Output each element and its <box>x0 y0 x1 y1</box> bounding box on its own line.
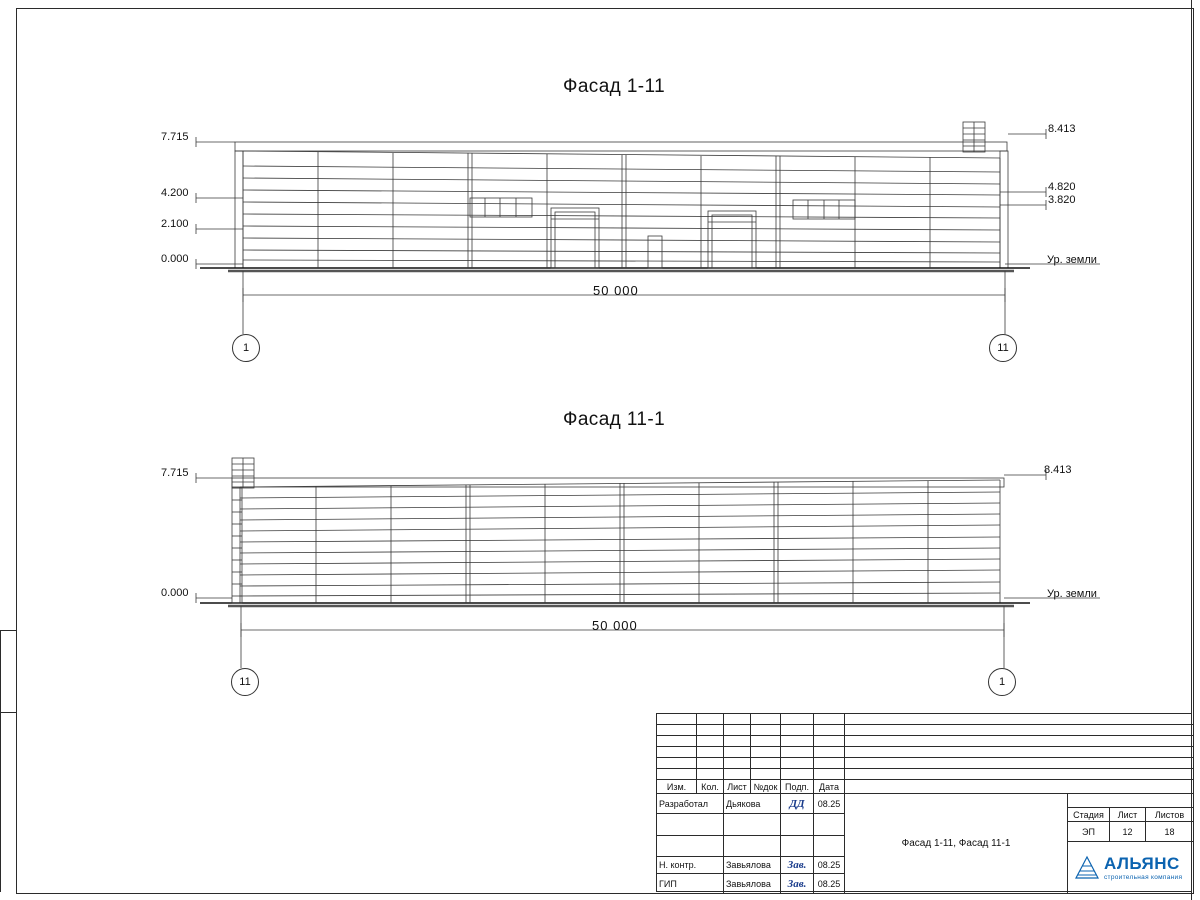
tb-blank <box>724 769 751 780</box>
tb-blank <box>814 747 845 758</box>
tb-blank <box>845 758 1193 769</box>
tb-blank <box>845 747 1193 758</box>
facade-top-elevation-left-1: 4.200 <box>161 187 189 199</box>
tb-stage-header: Стадия <box>1068 808 1110 822</box>
tb-blank <box>657 736 697 747</box>
tb-blank <box>751 736 781 747</box>
tb-date-1: 08.25 <box>814 857 845 874</box>
tb-blank <box>697 725 724 736</box>
tb-name-1: Завьялова <box>724 857 781 874</box>
tb-blank <box>781 836 814 857</box>
triangle-logo-icon <box>1074 855 1100 881</box>
facade-bottom-ground-label: Ур. земли <box>1047 588 1097 600</box>
tb-lists-header: Листов <box>1146 808 1193 822</box>
facade-bottom-axis-left: 11 <box>231 668 259 696</box>
tb-role-0: Разработал <box>657 794 724 814</box>
title-block <box>656 713 1192 892</box>
tb-blank <box>1068 794 1193 808</box>
tb-blank <box>814 814 845 836</box>
facade-top-elevation-left-2: 2.100 <box>161 218 189 230</box>
tb-blank <box>724 836 781 857</box>
tb-header-data: Дата <box>814 780 845 794</box>
tb-sign-text-1: Зав. <box>787 859 807 871</box>
facade-top-elevation-right-1: 4.820 <box>1048 181 1076 193</box>
tb-logo-cell <box>1068 842 1193 893</box>
facade-bottom-dimension: 50 000 <box>592 618 638 633</box>
tb-date-0: 08.25 <box>814 794 845 814</box>
facade-bottom-elevation-left-0: 7.715 <box>161 467 189 479</box>
facade-top-ground-label: Ур. земли <box>1047 254 1097 266</box>
tb-blank <box>814 758 845 769</box>
tb-blank <box>724 714 751 725</box>
tb-blank <box>724 814 781 836</box>
tb-list-header: Лист <box>1110 808 1146 822</box>
facade-top-elevation-right-2: 3.820 <box>1048 194 1076 206</box>
tb-blank <box>751 714 781 725</box>
tb-blank <box>845 769 1193 780</box>
tb-blank <box>781 714 814 725</box>
tb-blank <box>657 769 697 780</box>
tb-header-podp: Подп. <box>781 780 814 794</box>
tb-blank <box>657 836 724 857</box>
facade-top-axis-right: 11 <box>989 334 1017 362</box>
tb-blank <box>657 747 697 758</box>
facade-bottom-title: Фасад 11-1 <box>563 409 666 430</box>
tb-blank <box>781 747 814 758</box>
tb-lists-value: 18 <box>1146 822 1193 842</box>
company-subtitle: строительная компания <box>1104 874 1183 881</box>
facade-top-axis-left: 1 <box>232 334 260 362</box>
tb-blank <box>781 758 814 769</box>
tb-header-list: Лист <box>724 780 751 794</box>
tb-blank <box>724 725 751 736</box>
facade-bottom-elevation-right-0: 8.413 <box>1044 464 1072 476</box>
tb-sign-text-0: ДД <box>789 797 805 810</box>
tb-name-2: Завьялова <box>724 874 781 893</box>
facade-top-elevation-left-3: 0.000 <box>161 253 189 265</box>
tb-blank <box>781 814 814 836</box>
tb-blank <box>814 769 845 780</box>
tb-blank <box>724 736 751 747</box>
tb-blank <box>697 747 724 758</box>
tb-blank <box>657 758 697 769</box>
tb-blank <box>845 725 1193 736</box>
facade-top-title: Фасад 1-11 <box>563 76 666 97</box>
tb-blank <box>751 758 781 769</box>
tb-blank <box>751 747 781 758</box>
company-name: АЛЬЯНС <box>1104 854 1180 873</box>
tb-blank <box>781 769 814 780</box>
tb-sign-0 <box>781 794 814 814</box>
company-logo <box>1074 854 1182 881</box>
tb-blank <box>814 714 845 725</box>
tb-blank <box>845 714 1193 725</box>
tb-sign-1 <box>781 857 814 874</box>
tb-header-izm: Изм. <box>657 780 697 794</box>
tb-list-value: 12 <box>1110 822 1146 842</box>
tb-stage-value: ЭП <box>1068 822 1110 842</box>
tb-role-1: Н. контр. <box>657 857 724 874</box>
tb-blank <box>845 780 1193 794</box>
facade-top-elevation-right-0: 8.413 <box>1048 123 1076 135</box>
tb-blank <box>781 736 814 747</box>
tb-sheet-title: Фасад 1-11, Фасад 11-1 <box>845 794 1068 893</box>
tb-blank <box>845 736 1193 747</box>
tb-blank <box>724 747 751 758</box>
tb-blank <box>697 769 724 780</box>
tb-blank <box>657 725 697 736</box>
tb-blank <box>697 758 724 769</box>
tb-blank <box>751 725 781 736</box>
tb-role-2: ГИП <box>657 874 724 893</box>
tb-sign-2 <box>781 874 814 893</box>
tb-blank <box>657 814 724 836</box>
facade-bottom-axis-right: 1 <box>988 668 1016 696</box>
tb-blank <box>697 714 724 725</box>
tb-blank <box>724 758 751 769</box>
tb-blank <box>657 714 697 725</box>
facade-bottom-elevation-left-1: 0.000 <box>161 587 189 599</box>
tb-blank <box>751 769 781 780</box>
tb-blank <box>814 836 845 857</box>
tb-header-ndok: №док <box>751 780 781 794</box>
sheet-left-ticks <box>0 0 16 900</box>
tb-name-0: Дьякова <box>724 794 781 814</box>
tb-sign-text-2: Зав. <box>787 877 807 890</box>
tb-blank <box>814 725 845 736</box>
facade-top-elevation-left-0: 7.715 <box>161 131 189 143</box>
tb-blank <box>814 736 845 747</box>
tb-blank <box>697 736 724 747</box>
tb-date-2: 08.25 <box>814 874 845 893</box>
facade-top-dimension: 50 000 <box>593 283 639 298</box>
tb-blank <box>781 725 814 736</box>
tb-header-kol: Кол. <box>697 780 724 794</box>
